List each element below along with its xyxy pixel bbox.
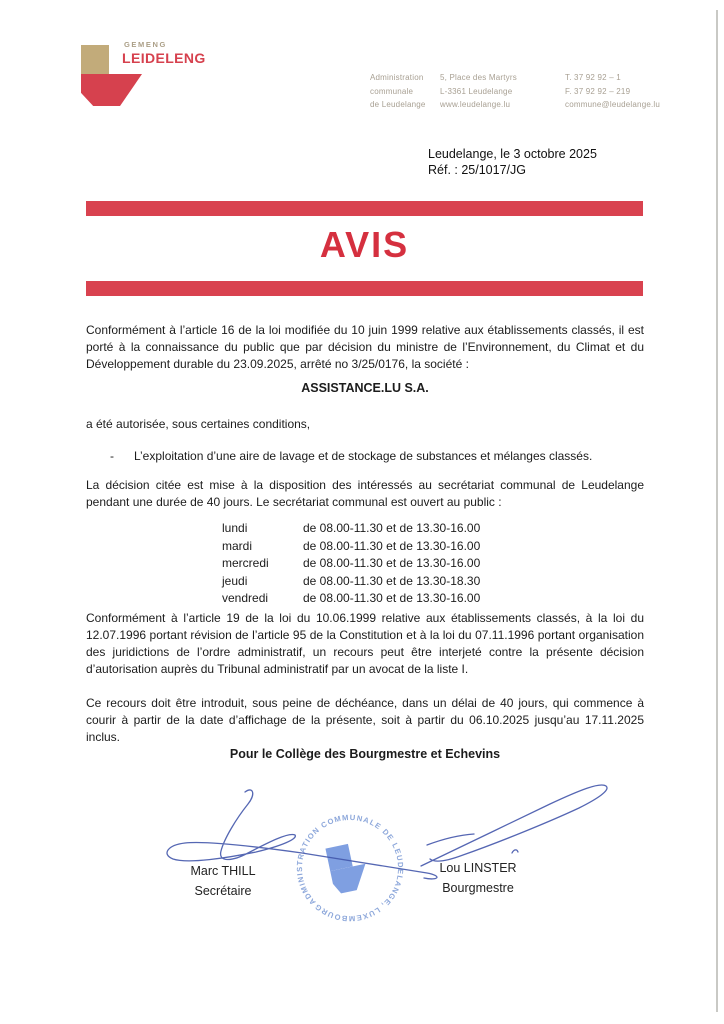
reference-number: Réf. : 25/1017/JG — [428, 163, 526, 177]
contact-phone: T. 37 92 92 – 1 — [565, 73, 621, 82]
table-row — [222, 520, 480, 538]
hours-time: de 08.00-11.30 et de 13.30-16.00 — [303, 521, 481, 535]
signatory-right — [413, 859, 543, 898]
page-title: AVIS — [319, 224, 410, 265]
bullet-dash: - — [110, 449, 114, 463]
college-heading: Pour le Collège des Bourgmestre et Echevins — [229, 747, 501, 761]
signature-right-ink — [421, 785, 607, 866]
contact-website: www.leudelange.lu — [440, 100, 511, 109]
hours-time: de 08.00-11.30 et de 13.30-18.30 — [303, 573, 481, 588]
contact-column-phone — [565, 71, 660, 112]
paragraph-intro: Conformément à l’article 16 de la loi modifiée du 10 juin 1999 relative aux établissements classés, il est porté à la connaissance du public que par décision du ministre de l’Environnement, du Climat et du Développement durable du 23.09.2025, arrêté no 3/25/0176, la société : — [86, 323, 644, 371]
hours-day: vendredi — [222, 591, 269, 605]
hours-time: de 08.00-11.30 et de 13.30-16.00 — [303, 556, 481, 570]
table-row — [222, 573, 480, 591]
signatures-and-stamp-layer — [0, 760, 724, 940]
hours-day: mardi — [222, 538, 253, 553]
signatory-role: Bourgmestre — [442, 880, 514, 895]
table-row — [222, 538, 480, 556]
contact-line: 5, Place des Martyrs — [440, 73, 517, 82]
hours-day: lundi — [222, 521, 248, 535]
hours-time: de 08.00-11.30 et de 13.30-16.00 — [303, 538, 481, 553]
company-name: ASSISTANCE.LU S.A. — [301, 381, 429, 395]
dateline — [428, 146, 597, 178]
hours-day: mercredi — [222, 556, 269, 570]
opening-hours-table — [222, 520, 480, 608]
contact-line: Administration — [370, 73, 424, 82]
paragraph-recourse-deadline: Ce recours doit être introduit, sous peine de déchéance, dans un délai de 40 jours, qui commence à courir à partir de la date d’affichage de la présente, soit à partir du 06.10.2025 jusqu’au 17.11.2025 inclus. — [86, 696, 644, 744]
contact-email: commune@leudelange.lu — [565, 100, 661, 109]
table-row — [222, 590, 480, 608]
contact-column-address — [440, 71, 517, 112]
contact-line: de Leudelange — [370, 100, 426, 109]
logo-commune-name: LEIDELENG — [122, 50, 206, 66]
paragraph-recourse-law: Conformément à l’article 19 de la loi du 10.06.1999 relative aux établissements classés, à la loi du 12.07.1996 portant révision de l’article 95 de la Constitution et à la loi du 07.11.1996 portant organisation des juridictions de l’ordre administratif, un recours peut être interjeté contre la présente décision d’autorisation auprès du Tribunal administratif par un avocat de la liste I. — [86, 611, 644, 676]
banner-bottom-bar — [86, 281, 643, 296]
commune-logo-ribbon-icon — [81, 74, 142, 106]
scan-edge-line — [716, 10, 718, 1012]
commune-stamp — [272, 790, 428, 940]
table-row — [222, 555, 480, 573]
signatory-name: Lou LINSTER — [439, 861, 517, 875]
stamp-ring-text: ADMINISTRATION COMMUNALE DE LEUDELANGE, LUXEMBOURG — [294, 812, 406, 924]
contact-line: L-3361 Leudelange — [440, 86, 513, 96]
paragraph-authorized: a été autorisée, sous certaines conditions, — [86, 417, 311, 431]
bullet-item: L’exploitation d’une aire de lavage et de stockage de substances et mélanges classés. — [134, 449, 593, 463]
hours-day: jeudi — [222, 573, 248, 588]
svg-text:ADMINISTRATION COMMUNALE DE LE — [272, 790, 428, 940]
signatory-name: Marc THILL — [190, 864, 256, 878]
stamp-center-logo-icon — [325, 841, 370, 894]
banner-top-bar — [86, 201, 643, 216]
contact-line: communale — [370, 86, 414, 96]
logo-gemeng-label: GEMENG — [124, 40, 167, 49]
contact-column-administration — [370, 71, 426, 112]
contact-fax: F. 37 92 92 – 219 — [565, 86, 631, 96]
hours-time: de 08.00-11.30 et de 13.30-16.00 — [303, 591, 481, 605]
signatory-role: Secrétaire — [194, 883, 252, 898]
place-and-date: Leudelange, le 3 octobre 2025 — [428, 147, 597, 161]
paragraph-decision: La décision citée est mise à la disposition des intéressés au secrétariat communal de Leudelange pendant une durée de 40 jours. Le secrétariat communal est ouvert au public : — [86, 478, 644, 509]
commune-logo-square — [81, 45, 109, 74]
signatory-left — [158, 862, 288, 901]
